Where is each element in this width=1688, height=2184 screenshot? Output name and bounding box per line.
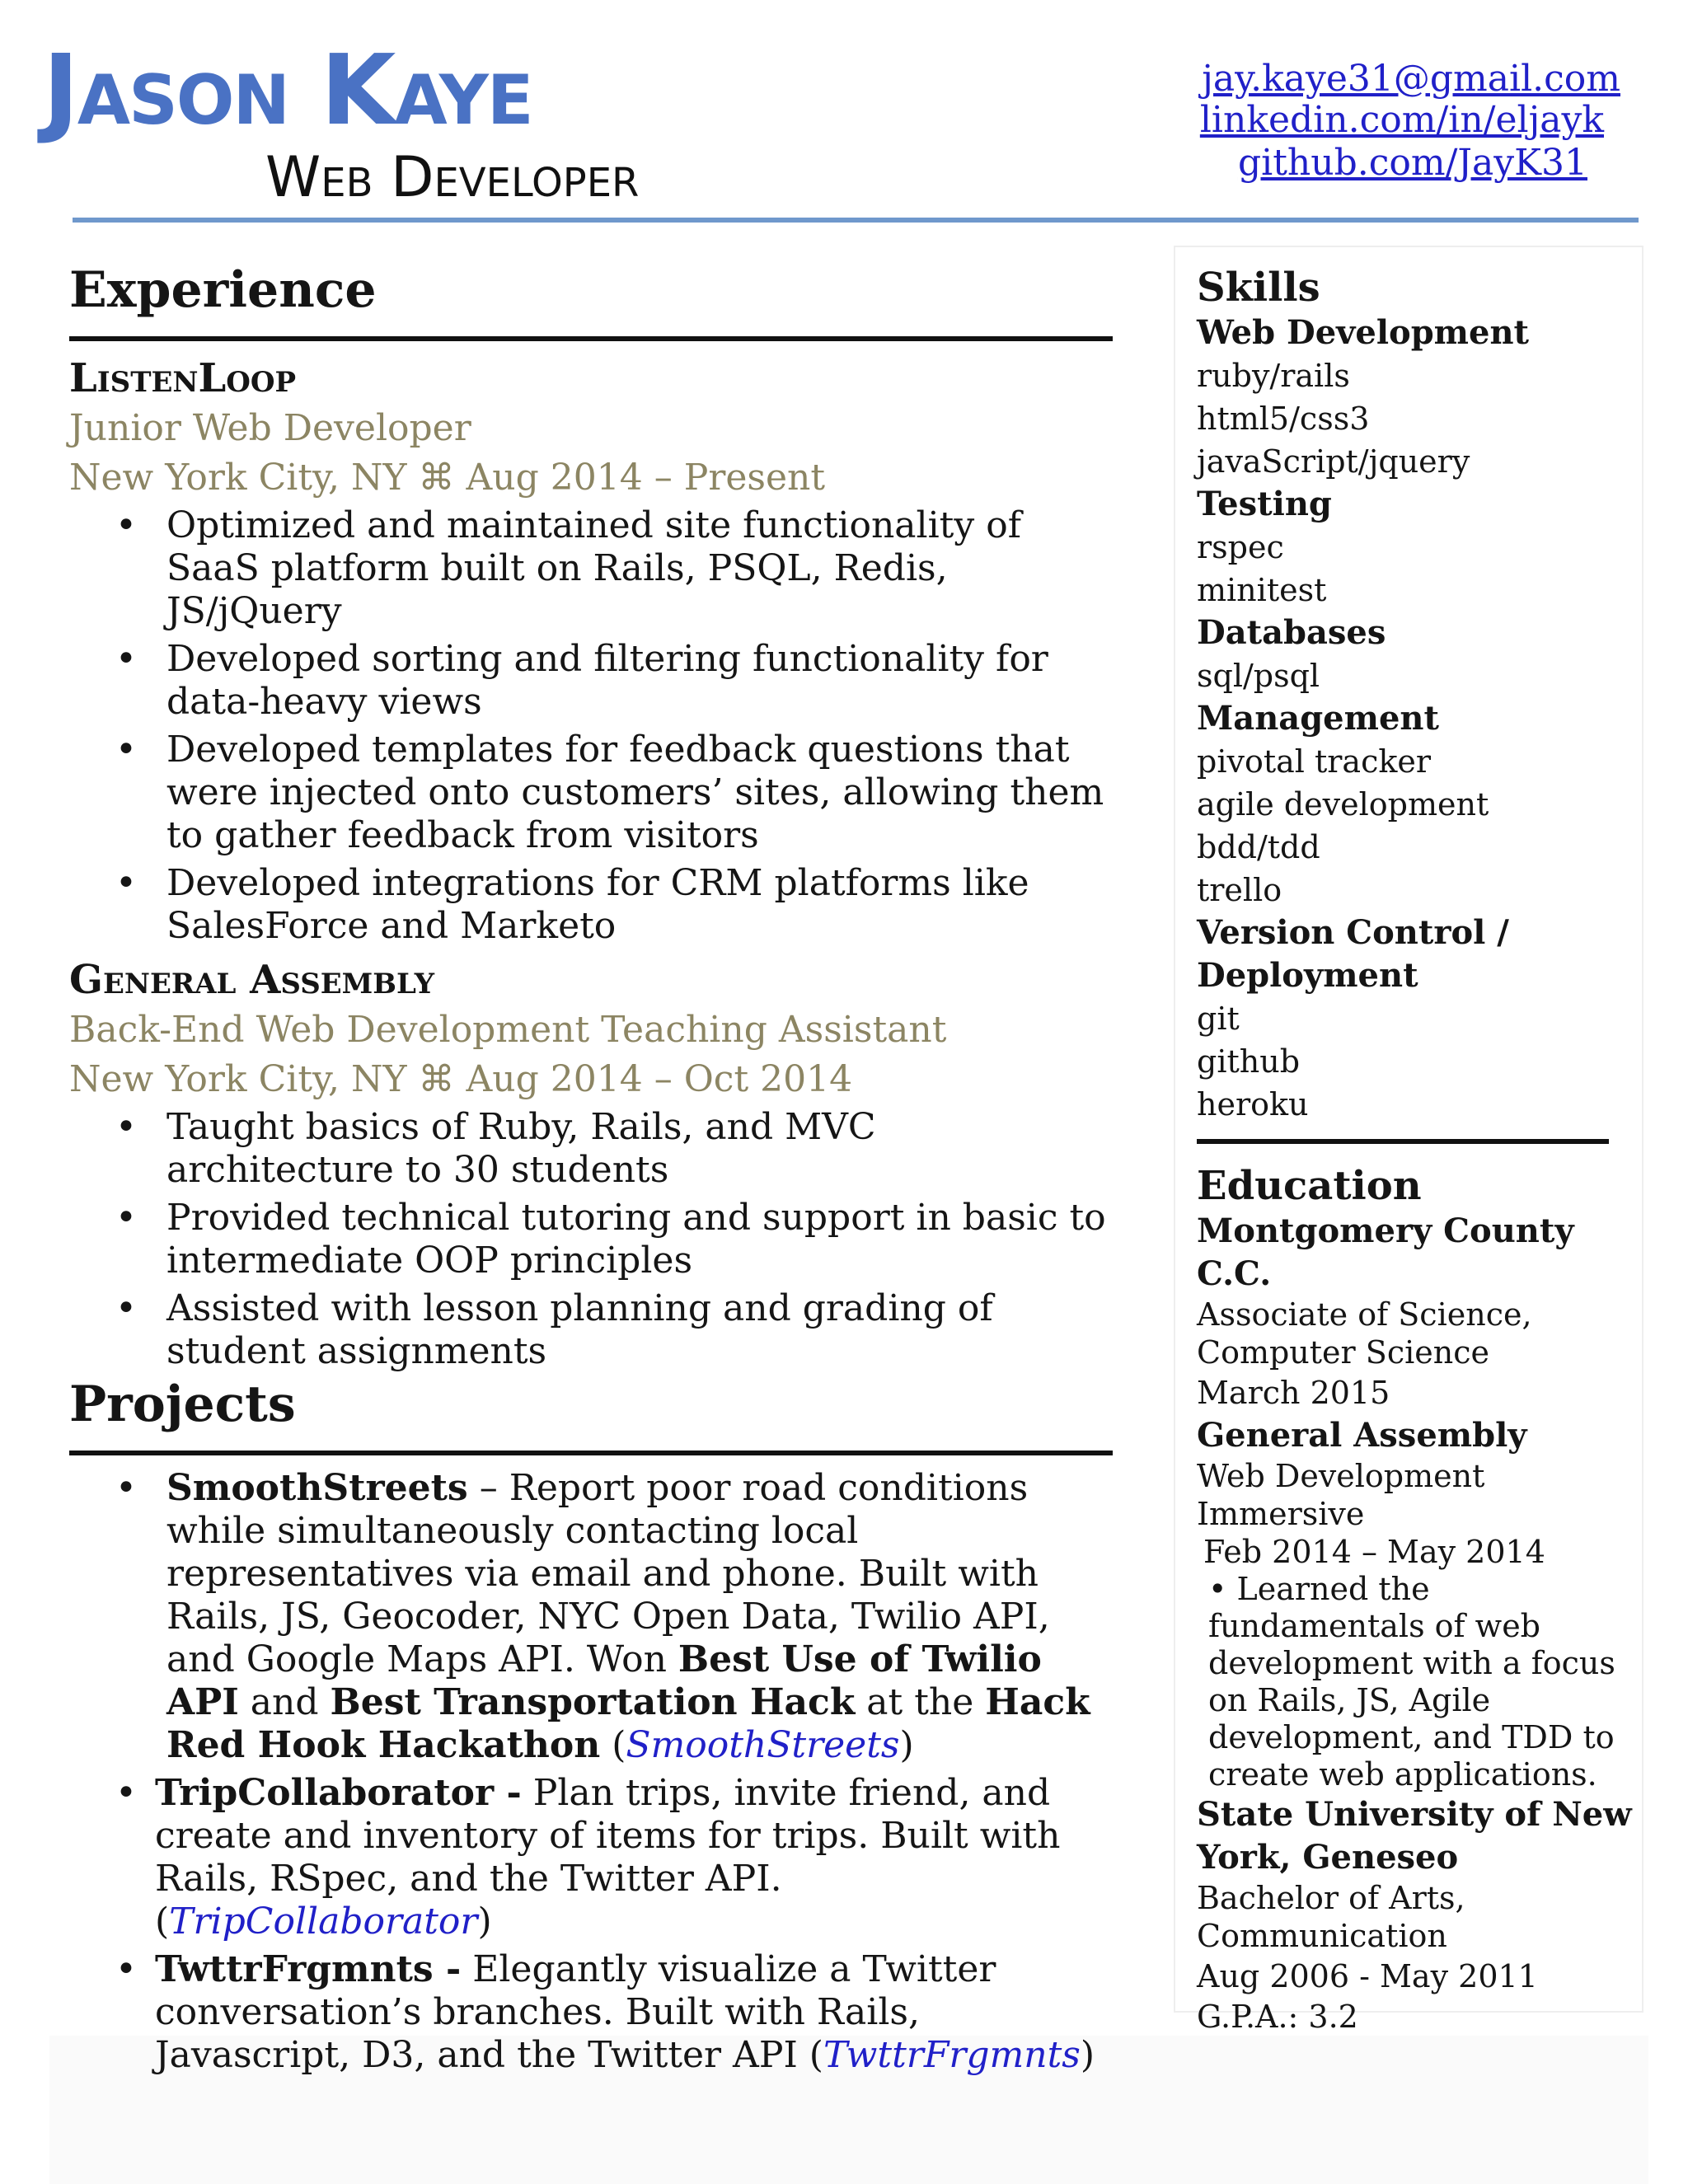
school-date: Feb 2014 – May 2014 [1203,1534,1545,1570]
sidebar-divider [1197,1139,1609,1144]
project-item: • TripCollaborator - Plan trips, invite friend, and create and inventory of items for trips. Built with Rails, RSpec, and the Twitter API. (TripCollaborator) [115,1772,1061,1943]
skill-group-title: Version Control / Deployment [1197,913,1509,995]
job-entry [69,353,1113,948]
header-divider [73,218,1639,223]
job-location-dates: New York City, NY ⌘ Aug 2014 – Present [69,457,826,499]
project-item: • SmoothStreets – Report poor road conditions while simultaneously contacting local representatives via email and phone. Built with Rails, JS, Geocoder, NYC Open Data, Twilio API, and Google Maps API. Won Best Use of Twilio API and Best Transportation Hack at the Hack Red Hook Hackathon (SmoothStreets) [115,1467,1090,1766]
job-title: Junior Web Developer [69,407,471,449]
school-degree: Web Development Immersive [1197,1458,1485,1532]
skill-item: github [1197,1043,1301,1080]
project-item: • TwttrFrgmnts - Elegantly visualize a Twitter conversation’s branches. Built with Rails, Javascript, D3, and the Twitter API (TwttrFrgmnts) [115,1948,1095,2076]
skill-item: trello [1197,872,1282,908]
job-bullets [69,1106,1113,1373]
skill-group-title: Databases [1197,613,1386,652]
project-name: TripCollaborator - [155,1772,522,1814]
skill-item: pivotal tracker [1197,743,1432,780]
school-degree: Associate of Science, Computer Science [1197,1296,1532,1371]
school-gpa: G.P.A.: 3.2 [1197,1999,1358,2035]
github-link[interactable]: github.com/JayK31 [1237,142,1587,184]
skill-item: heroku [1197,1086,1309,1122]
school-name: General Assembly [1197,1416,1527,1455]
skill-item: agile development [1197,786,1489,823]
projects-divider [69,1451,1113,1455]
skill-group-title: Testing [1197,485,1332,523]
list-item: • Developed templates for feedback questions that were injected onto customers’ sites, allowing them to gather feedback from visitors [115,729,1104,856]
school-name: Montgomery County C.C. [1197,1212,1574,1293]
school-date: March 2015 [1197,1375,1390,1411]
skill-group-title: Management [1197,699,1439,738]
list-item: • Optimized and maintained site functionality of SaaS platform built on Rails, PSQL, Redis, JS/jQuery [115,504,1021,632]
education-heading: Education [1197,1163,1422,1209]
projects-heading: Projects [69,1376,296,1433]
skills-heading: Skills [1197,265,1320,311]
skill-item: html5/css3 [1197,401,1370,437]
skill-item: bdd/tdd [1197,829,1320,865]
list-item: • Assisted with lesson planning and grading of student assignments [115,1287,993,1372]
skill-item: git [1197,1001,1240,1037]
experience-heading: Experience [69,261,377,319]
school-date: Aug 2006 - May 2011 [1197,1958,1538,1994]
company-name: ListenLoop [69,355,297,401]
twttrfrgmnts-link[interactable]: TwttrFrgmnts [823,2034,1081,2076]
list-item: • Developed sorting and filtering functionality for data-heavy views [115,638,1048,723]
school-note: • Learned the fundamentals of web development with a focus on Rails, JS, Agile development, and TDD to create web applications. [1208,1571,1615,1793]
skill-item: rspec [1197,529,1284,565]
experience-divider [69,336,1113,341]
job-bullets [69,504,1113,948]
linkedin-link[interactable]: linkedin.com/in/eljayk [1199,99,1604,141]
list-item: • Taught basics of Ruby, Rails, and MVC architecture to 30 students [115,1106,876,1191]
applicant-role: Web Developer [265,145,640,210]
project-list [69,1467,1113,2077]
main-column [69,260,1113,2082]
skill-item: ruby/rails [1197,358,1350,394]
project-name: SmoothStreets [166,1467,468,1509]
skill-item: javaScript/jquery [1197,443,1470,480]
skill-item: minitest [1197,572,1327,608]
sidebar-panel [1174,246,1643,2035]
school-name: State University of New York, Geneseo [1197,1795,1632,1877]
job-entry [69,954,1113,1373]
list-item: • Developed integrations for CRM platforms like SalesForce and Marketo [115,862,1029,947]
project-name: TwttrFrgmnts - [155,1948,462,1990]
smoothstreets-link[interactable]: SmoothStreets [626,1724,900,1766]
job-location-dates: New York City, NY ⌘ Aug 2014 – Oct 2014 [69,1058,853,1100]
skill-item: sql/psql [1197,658,1320,694]
email-link[interactable]: jay.kaye31@gmail.com [1202,58,1620,100]
skill-group-title: Web Development [1197,313,1530,352]
school-degree: Bachelor of Arts, Communication [1197,1880,1465,1954]
job-title: Back-End Web Development Teaching Assistant [69,1009,947,1051]
applicant-name: Jason Kaye [43,33,532,147]
list-item: • Provided technical tutoring and support in basic to intermediate OOP principles [115,1197,1106,1282]
tripcollaborator-link[interactable]: TripCollaborator [169,1900,478,1943]
company-name: General Assembly [69,957,435,1003]
